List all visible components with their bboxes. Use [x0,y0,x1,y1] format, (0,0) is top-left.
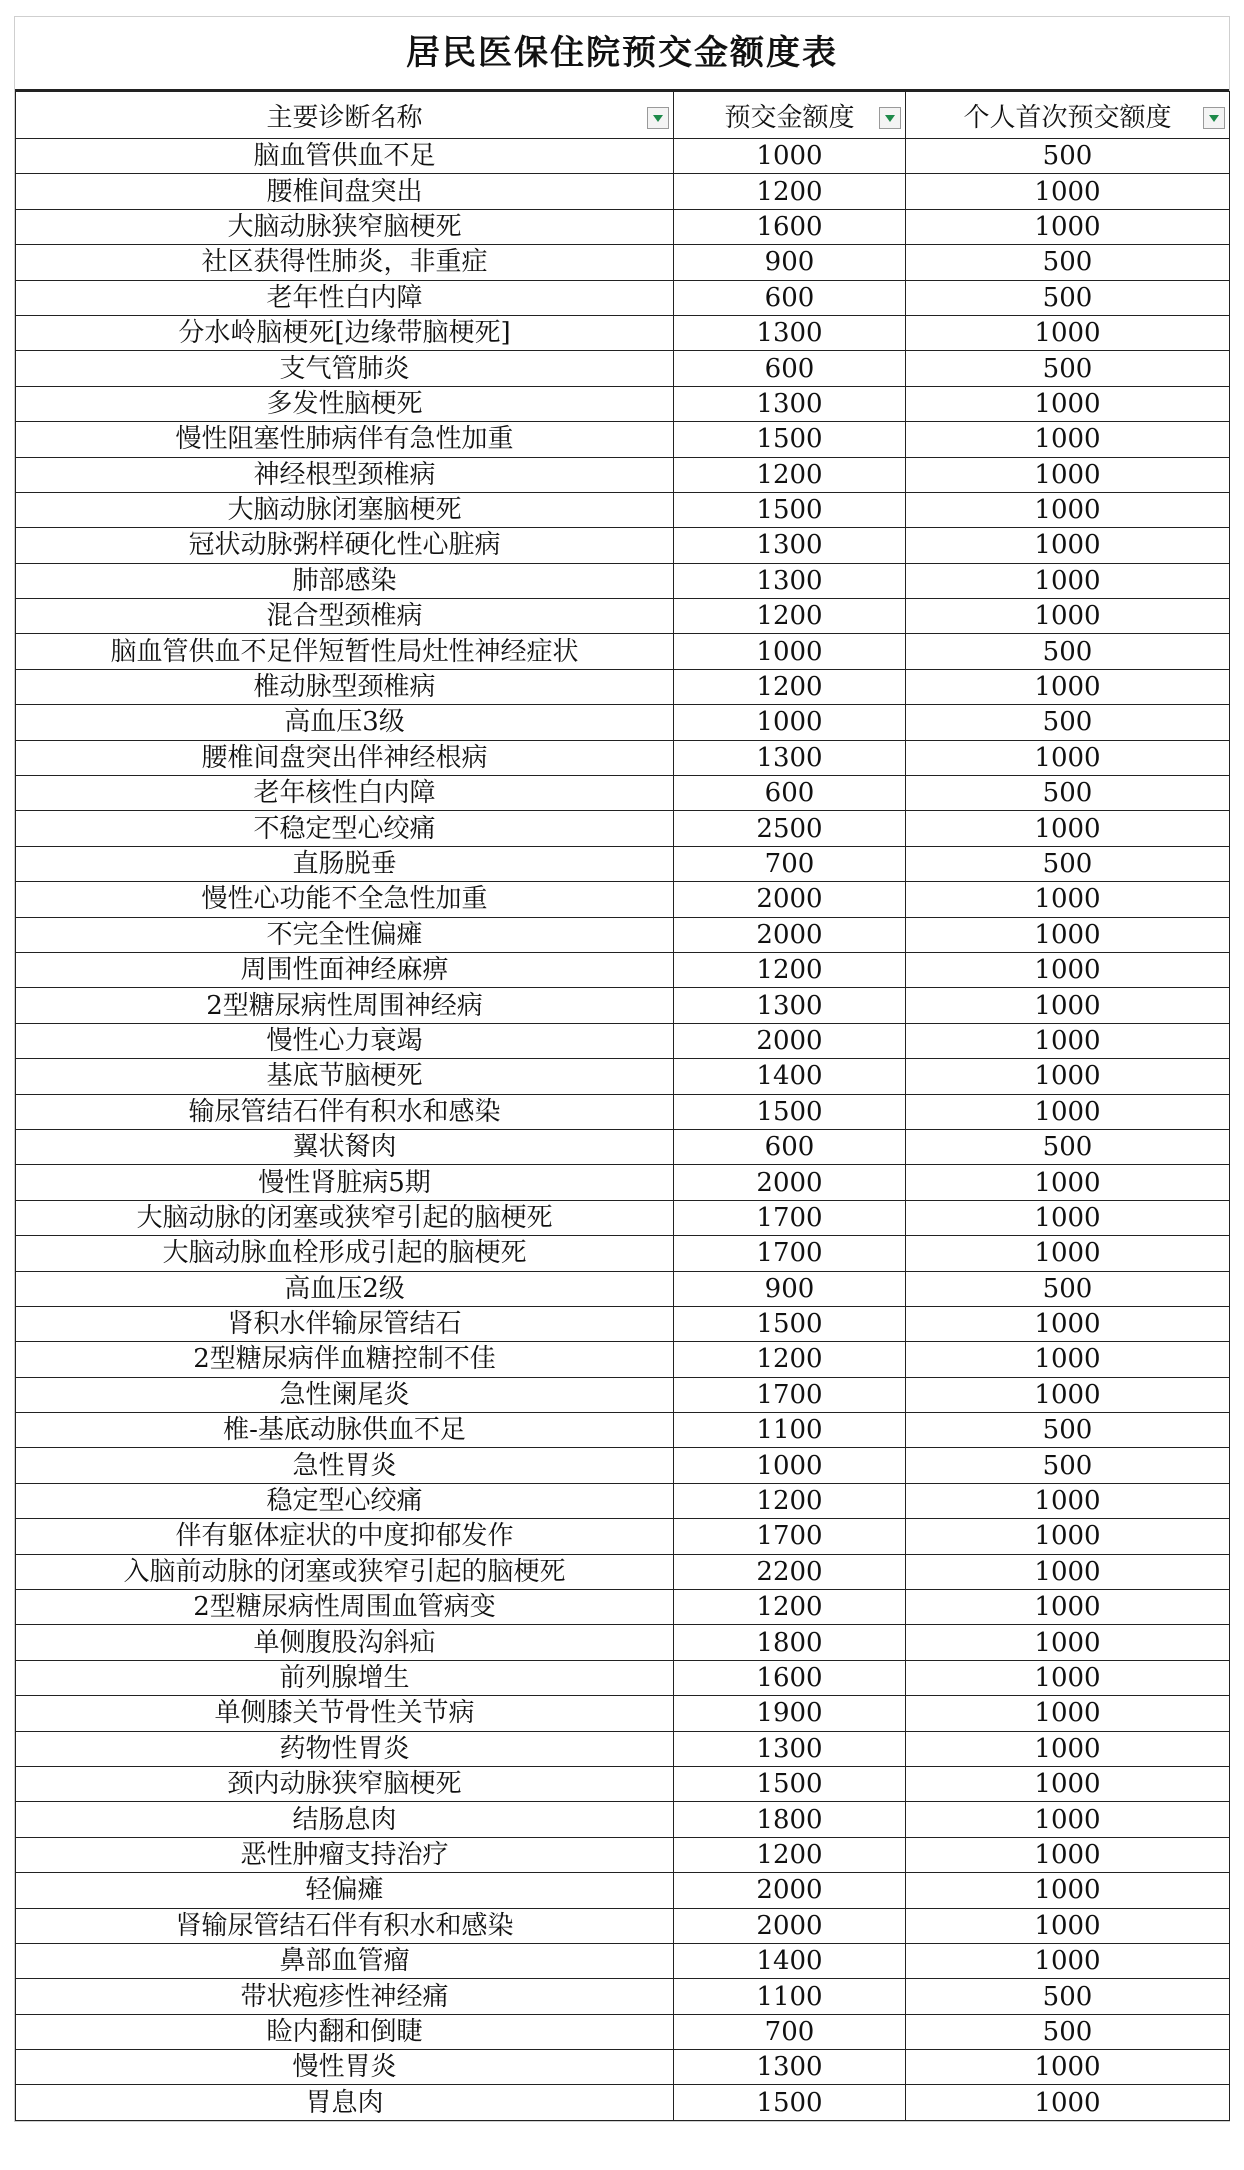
cell-diagnosis[interactable]: 不稳定型心绞痛 [16,811,674,846]
cell-diagnosis[interactable]: 单侧膝关节骨性关节病 [16,1696,674,1731]
cell-diagnosis[interactable]: 周围性面神经麻痹 [16,952,674,987]
cell-diagnosis[interactable]: 老年核性白内障 [16,776,674,811]
header-deposit-amount [674,92,906,139]
header-row [16,92,1230,139]
cell-first-deposit[interactable]: 1000 [906,1625,1230,1660]
table-row [16,1731,1230,1766]
cell-diagnosis[interactable]: 慢性心功能不全急性加重 [16,882,674,917]
cell-deposit-amount[interactable]: 1300 [674,386,906,421]
filter-dropdown-icon[interactable] [647,107,669,129]
cell-diagnosis[interactable]: 2型糖尿病性周围神经病 [16,988,674,1023]
cell-diagnosis[interactable]: 轻偏瘫 [16,1873,674,1908]
cell-first-deposit[interactable]: 500 [906,776,1230,811]
table-row [16,917,1230,952]
cell-first-deposit[interactable]: 1000 [906,1165,1230,1200]
cell-first-deposit[interactable]: 1000 [906,1590,1230,1625]
cell-deposit-amount[interactable]: 1500 [674,422,906,457]
spreadsheet [14,16,1230,2122]
cell-diagnosis[interactable]: 分水岭脑梗死[边缘带脑梗死] [16,315,674,350]
cell-deposit-amount[interactable]: 1300 [674,528,906,563]
cell-diagnosis[interactable]: 颈内动脉狭窄脑梗死 [16,1766,674,1801]
cell-first-deposit[interactable]: 1000 [906,952,1230,987]
cell-first-deposit[interactable]: 1000 [906,1094,1230,1129]
cell-first-deposit[interactable]: 1000 [906,528,1230,563]
cell-diagnosis[interactable]: 药物性胃炎 [16,1731,674,1766]
cell-first-deposit[interactable]: 500 [906,139,1230,174]
cell-diagnosis[interactable]: 结肠息肉 [16,1802,674,1837]
header-deposit-label: 预交金额度 [724,102,855,133]
cell-diagnosis[interactable]: 睑内翻和倒睫 [16,2014,674,2049]
cell-deposit-amount[interactable]: 1000 [674,1448,906,1483]
cell-first-deposit[interactable]: 1000 [906,1377,1230,1412]
cell-diagnosis[interactable]: 2型糖尿病性周围血管病变 [16,1590,674,1625]
table-row [16,1483,1230,1518]
table-row [16,492,1230,527]
cell-first-deposit[interactable]: 1000 [906,1660,1230,1695]
table-row [16,2014,1230,2049]
cell-diagnosis[interactable]: 大脑动脉狭窄脑梗死 [16,209,674,244]
cell-deposit-amount[interactable]: 1700 [674,1377,906,1412]
table-row [16,386,1230,421]
cell-first-deposit[interactable]: 500 [906,1448,1230,1483]
table-row [16,705,1230,740]
cell-first-deposit[interactable]: 1000 [906,1943,1230,1978]
cell-first-deposit[interactable]: 1000 [906,1554,1230,1589]
cell-deposit-amount[interactable]: 1200 [674,174,906,209]
cell-diagnosis[interactable]: 脑血管供血不足伴短暂性局灶性神经症状 [16,634,674,669]
cell-first-deposit[interactable]: 1000 [906,563,1230,598]
table-row [16,1766,1230,1801]
header-diagnosis [16,92,674,139]
cell-first-deposit[interactable]: 1000 [906,1519,1230,1554]
cell-diagnosis[interactable]: 鼻部血管瘤 [16,1943,674,1978]
cell-deposit-amount[interactable]: 2000 [674,1873,906,1908]
cell-deposit-amount[interactable]: 1500 [674,492,906,527]
table-row [16,139,1230,174]
cell-diagnosis[interactable]: 急性胃炎 [16,1448,674,1483]
cell-first-deposit[interactable]: 1000 [906,1023,1230,1058]
cell-first-deposit[interactable]: 1000 [906,1873,1230,1908]
cell-deposit-amount[interactable]: 2000 [674,1023,906,1058]
table-row [16,1342,1230,1377]
table-row [16,2050,1230,2085]
cell-deposit-amount[interactable]: 2000 [674,917,906,952]
cell-deposit-amount[interactable]: 1200 [674,599,906,634]
cell-first-deposit[interactable]: 1000 [906,1802,1230,1837]
cell-first-deposit[interactable]: 500 [906,1413,1230,1448]
table-row [16,1129,1230,1164]
table-row [16,1377,1230,1412]
cell-first-deposit[interactable]: 1000 [906,917,1230,952]
cell-deposit-amount[interactable]: 1100 [674,1413,906,1448]
filter-dropdown-icon[interactable] [1203,107,1225,129]
table-row [16,1413,1230,1448]
table-row [16,952,1230,987]
cell-first-deposit[interactable]: 1000 [906,811,1230,846]
cell-first-deposit[interactable]: 500 [906,1979,1230,2014]
cell-deposit-amount[interactable]: 1200 [674,952,906,987]
cell-first-deposit[interactable]: 1000 [906,492,1230,527]
cell-deposit-amount[interactable]: 2000 [674,1908,906,1943]
cell-diagnosis[interactable]: 高血压2级 [16,1271,674,1306]
cell-first-deposit[interactable]: 1000 [906,988,1230,1023]
cell-deposit-amount[interactable]: 1400 [674,1059,906,1094]
cell-deposit-amount[interactable]: 2000 [674,882,906,917]
cell-diagnosis[interactable]: 肾积水伴输尿管结石 [16,1306,674,1341]
cell-deposit-amount[interactable]: 1800 [674,1625,906,1660]
cell-diagnosis[interactable]: 慢性肾脏病5期 [16,1165,674,1200]
cell-diagnosis[interactable]: 入脑前动脉的闭塞或狭窄引起的脑梗死 [16,1554,674,1589]
table-body [16,139,1230,2121]
cell-first-deposit[interactable]: 1000 [906,1483,1230,1518]
cell-diagnosis[interactable]: 基底节脑梗死 [16,1059,674,1094]
cell-diagnosis[interactable]: 急性阑尾炎 [16,1377,674,1412]
cell-first-deposit[interactable]: 500 [906,351,1230,386]
cell-deposit-amount[interactable]: 700 [674,2014,906,2049]
cell-deposit-amount[interactable]: 1700 [674,1519,906,1554]
table-row [16,846,1230,881]
cell-deposit-amount[interactable]: 900 [674,1271,906,1306]
cell-diagnosis[interactable]: 椎动脉型颈椎病 [16,669,674,704]
table-row [16,315,1230,350]
table-row [16,174,1230,209]
cell-first-deposit[interactable]: 1000 [906,1696,1230,1731]
table-row [16,245,1230,280]
cell-first-deposit[interactable]: 500 [906,1271,1230,1306]
table-row [16,1271,1230,1306]
cell-diagnosis[interactable]: 椎-基底动脉供血不足 [16,1413,674,1448]
table-row [16,280,1230,315]
table-row [16,811,1230,846]
table-row [16,740,1230,775]
table-row [16,1236,1230,1271]
table-row [16,1873,1230,1908]
cell-deposit-amount[interactable]: 1500 [674,1094,906,1129]
cell-deposit-amount[interactable]: 1600 [674,1660,906,1695]
cell-first-deposit[interactable]: 1000 [906,457,1230,492]
cell-diagnosis[interactable]: 直肠脱垂 [16,846,674,881]
cell-deposit-amount[interactable]: 900 [674,245,906,280]
cell-diagnosis[interactable]: 腰椎间盘突出 [16,174,674,209]
cell-deposit-amount[interactable]: 600 [674,351,906,386]
cell-deposit-amount[interactable]: 600 [674,280,906,315]
cell-first-deposit[interactable]: 1000 [906,1236,1230,1271]
cell-diagnosis[interactable]: 带状疱疹性神经痛 [16,1979,674,2014]
cell-first-deposit[interactable]: 1000 [906,1837,1230,1872]
cell-deposit-amount[interactable]: 1400 [674,1943,906,1978]
header-first-deposit-label: 个人首次预交额度 [963,102,1172,133]
cell-first-deposit[interactable]: 1000 [906,174,1230,209]
table-row [16,988,1230,1023]
table-row [16,1165,1230,1200]
table-row [16,1200,1230,1235]
cell-diagnosis[interactable]: 肾输尿管结石伴有积水和感染 [16,1908,674,1943]
cell-deposit-amount[interactable]: 600 [674,1129,906,1164]
cell-first-deposit[interactable]: 1000 [906,1059,1230,1094]
cell-first-deposit[interactable]: 1000 [906,1342,1230,1377]
cell-diagnosis[interactable]: 脑血管供血不足 [16,139,674,174]
cell-diagnosis[interactable]: 支气管肺炎 [16,351,674,386]
cell-deposit-amount[interactable]: 2200 [674,1554,906,1589]
cell-diagnosis[interactable]: 前列腺增生 [16,1660,674,1695]
deposit-table [15,91,1230,2121]
table-row [16,776,1230,811]
cell-first-deposit[interactable]: 500 [906,705,1230,740]
table-row [16,599,1230,634]
cell-first-deposit[interactable]: 1000 [906,209,1230,244]
cell-first-deposit[interactable]: 500 [906,1129,1230,1164]
cell-diagnosis[interactable]: 稳定型心绞痛 [16,1483,674,1518]
cell-first-deposit[interactable]: 1000 [906,2050,1230,2085]
cell-diagnosis[interactable]: 多发性脑梗死 [16,386,674,421]
table-row [16,1519,1230,1554]
cell-deposit-amount[interactable]: 1500 [674,1766,906,1801]
cell-first-deposit[interactable]: 1000 [906,599,1230,634]
cell-first-deposit[interactable]: 1000 [906,1766,1230,1801]
cell-first-deposit[interactable]: 500 [906,634,1230,669]
cell-first-deposit[interactable]: 1000 [906,2085,1230,2120]
cell-diagnosis[interactable]: 冠状动脉粥样硬化性心脏病 [16,528,674,563]
cell-diagnosis[interactable]: 社区获得性肺炎，非重症 [16,245,674,280]
table-row [16,1059,1230,1094]
cell-deposit-amount[interactable]: 1300 [674,2050,906,2085]
table-row [16,528,1230,563]
cell-diagnosis[interactable]: 胃息肉 [16,2085,674,2120]
cell-diagnosis[interactable]: 不完全性偏瘫 [16,917,674,952]
table-row [16,634,1230,669]
table-row [16,1943,1230,1978]
table-row [16,422,1230,457]
table-row [16,2085,1230,2120]
table-row [16,209,1230,244]
cell-deposit-amount[interactable]: 1300 [674,315,906,350]
cell-deposit-amount[interactable]: 1000 [674,634,906,669]
cell-deposit-amount[interactable]: 1300 [674,740,906,775]
table-row [16,1448,1230,1483]
cell-diagnosis[interactable]: 大脑动脉血栓形成引起的脑梗死 [16,1236,674,1271]
filter-dropdown-icon[interactable] [879,107,901,129]
cell-diagnosis[interactable]: 大脑动脉闭塞脑梗死 [16,492,674,527]
cell-deposit-amount[interactable]: 1300 [674,988,906,1023]
cell-first-deposit[interactable]: 500 [906,280,1230,315]
cell-deposit-amount[interactable]: 1200 [674,1342,906,1377]
cell-first-deposit[interactable]: 1000 [906,422,1230,457]
cell-deposit-amount[interactable]: 1100 [674,1979,906,2014]
cell-deposit-amount[interactable]: 1700 [674,1236,906,1271]
cell-first-deposit[interactable]: 500 [906,245,1230,280]
cell-first-deposit[interactable]: 1000 [906,1731,1230,1766]
cell-diagnosis[interactable]: 老年性白内障 [16,280,674,315]
table-row [16,1979,1230,2014]
cell-first-deposit[interactable]: 1000 [906,882,1230,917]
cell-deposit-amount[interactable]: 1000 [674,705,906,740]
cell-first-deposit[interactable]: 500 [906,2014,1230,2049]
table-row [16,1660,1230,1695]
cell-diagnosis[interactable]: 大脑动脉的闭塞或狭窄引起的脑梗死 [16,1200,674,1235]
table-row [16,1802,1230,1837]
cell-deposit-amount[interactable]: 1200 [674,457,906,492]
cell-diagnosis[interactable]: 慢性阻塞性肺病伴有急性加重 [16,422,674,457]
cell-diagnosis[interactable]: 高血压3级 [16,705,674,740]
cell-diagnosis[interactable]: 单侧腹股沟斜疝 [16,1625,674,1660]
table-row [16,882,1230,917]
table-row [16,1306,1230,1341]
cell-deposit-amount[interactable]: 1200 [674,1483,906,1518]
cell-deposit-amount[interactable]: 1600 [674,209,906,244]
table-row [16,1625,1230,1660]
cell-deposit-amount[interactable]: 2500 [674,811,906,846]
cell-first-deposit[interactable]: 1000 [906,740,1230,775]
cell-diagnosis[interactable]: 2型糖尿病伴血糖控制不佳 [16,1342,674,1377]
cell-diagnosis[interactable]: 慢性胃炎 [16,2050,674,2085]
cell-deposit-amount[interactable]: 700 [674,846,906,881]
table-row [16,1023,1230,1058]
table-title: 居民医保住院预交金额度表 [15,17,1229,91]
table-row [16,1696,1230,1731]
table-row [16,351,1230,386]
header-diagnosis-label: 主要诊断名称 [266,102,423,133]
table-row [16,1590,1230,1625]
cell-diagnosis[interactable]: 恶性肿瘤支持治疗 [16,1837,674,1872]
cell-deposit-amount[interactable]: 1700 [674,1200,906,1235]
cell-diagnosis[interactable]: 翼状胬肉 [16,1129,674,1164]
cell-diagnosis[interactable]: 肺部感染 [16,563,674,598]
table-row [16,1094,1230,1129]
table-row [16,1554,1230,1589]
cell-diagnosis[interactable]: 慢性心力衰竭 [16,1023,674,1058]
cell-first-deposit[interactable]: 500 [906,846,1230,881]
cell-deposit-amount[interactable]: 1500 [674,2085,906,2120]
cell-deposit-amount[interactable]: 1200 [674,1590,906,1625]
header-first-deposit [906,92,1230,139]
cell-first-deposit[interactable]: 1000 [906,669,1230,704]
cell-deposit-amount[interactable]: 1300 [674,1731,906,1766]
cell-diagnosis[interactable]: 伴有躯体症状的中度抑郁发作 [16,1519,674,1554]
cell-diagnosis[interactable]: 混合型颈椎病 [16,599,674,634]
table-row [16,669,1230,704]
table-row [16,563,1230,598]
table-row [16,1837,1230,1872]
cell-deposit-amount[interactable]: 1500 [674,1306,906,1341]
cell-deposit-amount[interactable]: 1200 [674,1837,906,1872]
cell-deposit-amount[interactable]: 600 [674,776,906,811]
cell-deposit-amount[interactable]: 1900 [674,1696,906,1731]
cell-first-deposit[interactable]: 1000 [906,386,1230,421]
cell-diagnosis[interactable]: 腰椎间盘突出伴神经根病 [16,740,674,775]
cell-first-deposit[interactable]: 1000 [906,1200,1230,1235]
cell-deposit-amount[interactable]: 1300 [674,563,906,598]
cell-first-deposit[interactable]: 1000 [906,1306,1230,1341]
table-row [16,457,1230,492]
cell-diagnosis[interactable]: 神经根型颈椎病 [16,457,674,492]
cell-deposit-amount[interactable]: 1200 [674,669,906,704]
cell-deposit-amount[interactable]: 1000 [674,139,906,174]
cell-deposit-amount[interactable]: 1800 [674,1802,906,1837]
table-row [16,1908,1230,1943]
cell-deposit-amount[interactable]: 2000 [674,1165,906,1200]
cell-first-deposit[interactable]: 1000 [906,1908,1230,1943]
cell-first-deposit[interactable]: 1000 [906,315,1230,350]
cell-diagnosis[interactable]: 输尿管结石伴有积水和感染 [16,1094,674,1129]
